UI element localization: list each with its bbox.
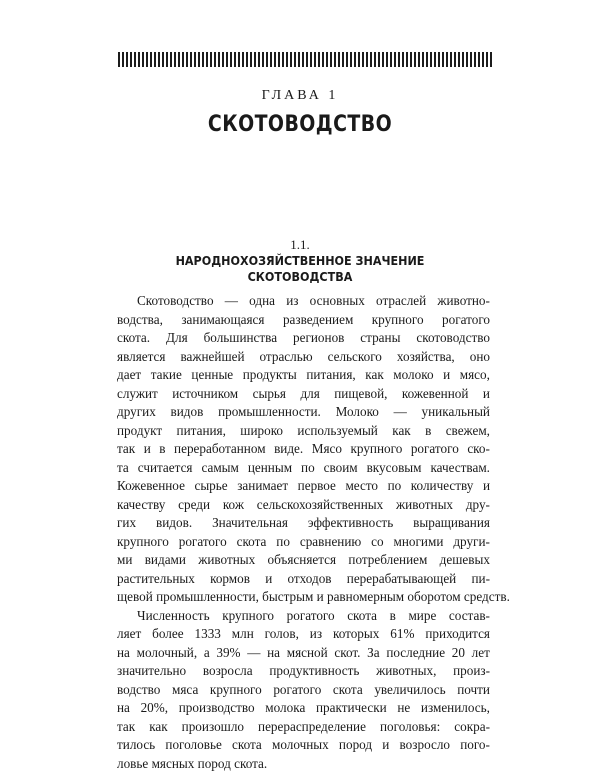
text-line: щевой промышленности, быстрым и равномерным оборотом средств.: [117, 588, 490, 607]
chapter-title: СКОТОВОДСТВО: [42, 112, 558, 137]
decorative-header-bar: [118, 52, 494, 67]
text-line: ми видами животных объясняется потреблением дешевых: [117, 551, 490, 570]
text-line: является важнейшей отраслью сельского хозяйства, оно: [117, 348, 490, 367]
text-line: Скотоводство — одна из основных отраслей животно-: [117, 292, 490, 311]
text-line: тилось поголовье скота молочных пород и возросло пого-: [117, 736, 490, 755]
text-line: других видов промышленности. Молоко — уникальный: [117, 403, 490, 422]
text-line: на молочный, а 39% — на мясной скот. За последние 20 лет: [117, 644, 490, 663]
text-line: дает такие ценные продукты питания, как молоко и мясо,: [117, 366, 490, 385]
paragraph: [117, 607, 490, 773]
text-line: водство мяса крупного рогатого скота увеличилось почти: [117, 681, 490, 700]
text-line: крупного рогатого скота по сравнению со многими други-: [117, 533, 490, 552]
section-title-line-2: СКОТОВОДСТВА: [21, 269, 579, 285]
text-line: служит источником сырья для пищевой, кожевенной и: [117, 385, 490, 404]
paragraph: [117, 292, 490, 607]
section-number: 1.1.: [0, 237, 600, 253]
text-line: качеству среди кож сельскохозяйственных животных дру-: [117, 496, 490, 515]
text-line: Кожевенное сырье занимает первое место по количеству и: [117, 477, 490, 496]
text-line: так и в переработанном виде. Мясо крупного рогатого ско-: [117, 440, 490, 459]
text-line: скота. Для большинства регионов страны скотоводство: [117, 329, 490, 348]
text-line: значительно возросла продуктивность животных, произ-: [117, 662, 490, 681]
text-line: та считается самым ценным по своим вкусовым качествам.: [117, 459, 490, 478]
body-text: [117, 292, 490, 773]
text-line: продукт питания, широко используемый как в свежем,: [117, 422, 490, 441]
text-line: ловье мясных пород скота.: [117, 755, 490, 773]
text-line: Численность крупного рогатого скота в мире состав-: [117, 607, 490, 626]
text-line: гих видов. Значительная эффективность выращивания: [117, 514, 490, 533]
text-line: так как произошло перераспределение поголовья: сокра-: [117, 718, 490, 737]
text-line: водства, занимающаяся разведением крупного рогатого: [117, 311, 490, 330]
chapter-label: ГЛАВА 1: [0, 88, 600, 104]
text-line: ляет более 1333 млн голов, из которых 61% приходится: [117, 625, 490, 644]
section-title: [21, 253, 579, 285]
text-line: на 20%, производство молока практически не изменилось,: [117, 699, 490, 718]
section-title-line-1: НАРОДНОХОЗЯЙСТВЕННОЕ ЗНАЧЕНИЕ: [21, 253, 579, 269]
text-line: растительных кормов и отходов перерабатывающей пи-: [117, 570, 490, 589]
